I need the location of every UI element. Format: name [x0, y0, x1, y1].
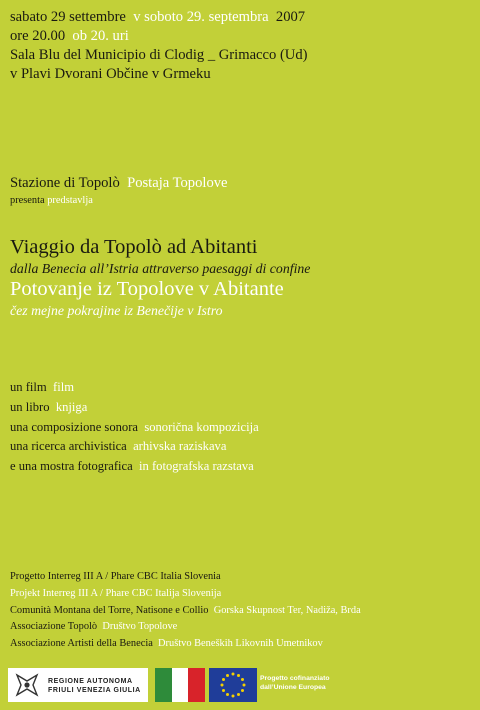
credit-sl: Gorska Skupnost Ter, Nadiža, Brda [213, 604, 361, 616]
list-item [10, 378, 474, 398]
date-line [10, 8, 474, 27]
presents-sl: predstavlja [47, 195, 93, 206]
work-it: un libro [10, 399, 50, 414]
credit-sl: Društvo Topolove [102, 621, 178, 633]
credit-line [10, 569, 474, 586]
credit-it: Comunità Montana del Torre, Natisone e Collio [10, 604, 209, 616]
work-it: una ricerca archivistica [10, 439, 127, 454]
credit-line [10, 619, 474, 636]
year: 2007 [275, 9, 306, 25]
region-name-line1: REGIONE AUTONOMA [48, 678, 133, 685]
eu-stars-icon [209, 668, 257, 702]
region-logo [8, 668, 148, 702]
work-it: e una mostra fotografica [10, 459, 133, 474]
date-sl: v soboto 29. septembra [133, 9, 269, 25]
credit-it: Associazione Artisti della Benecia [10, 638, 153, 650]
credit-line [10, 636, 474, 653]
work-it: una composizione sonora [10, 419, 139, 434]
event-header [10, 8, 474, 84]
list-item [10, 437, 474, 457]
credit-line [10, 586, 474, 603]
credit-line [10, 603, 474, 620]
venue-it: Sala Blu del Municipio di Clodig _ Grimacco (Ud) [10, 47, 308, 63]
eu-flag [209, 668, 257, 702]
work-it: un film [10, 380, 47, 394]
work-sl: knjiga [55, 399, 88, 414]
credits-list [10, 569, 474, 653]
presents-line [10, 195, 474, 207]
date-it: sabato 29 settembre [10, 9, 126, 25]
time-it: ore 20.00 [10, 28, 66, 44]
credit-sl: Projekt Interreg III A / Phare CBC Italija Slovenija [10, 587, 222, 599]
station-name-sl: Postaja Topolove [127, 175, 228, 191]
credit-it: Progetto Interreg III A / Phare CBC Italia Slovenia [10, 571, 221, 582]
work-sl: film [53, 380, 75, 394]
presenter [10, 174, 474, 207]
region-name-line2: FRIULI VENEZIA GIULIA [48, 687, 141, 694]
station-name-line [10, 174, 474, 192]
title-block [10, 235, 474, 319]
subtitle-sl: čez mejne pokrajine iz Benečije v Istro [10, 303, 223, 318]
italy-flag [155, 668, 205, 702]
eu-cofinance-note [260, 674, 329, 692]
list-item [10, 398, 474, 418]
title-it: Viaggio da Topolò ad Abitanti [10, 236, 258, 258]
venue-sl: v Plavi Dvorani Občine v Grmeku [10, 66, 211, 82]
cofinance-line2: dall’Unione Europea [260, 684, 326, 691]
presents-it: presenta [10, 195, 45, 206]
list-item [10, 457, 474, 477]
credit-sl: Društvo Beneških Likovnih Umetnikov [158, 638, 323, 650]
time-line [10, 27, 474, 46]
station-name-it: Stazione di Topolò [10, 175, 120, 191]
region-eagle-icon [13, 671, 41, 699]
cofinance-line1: Progetto cofinanziato [260, 675, 330, 682]
title-sl: Potovanje iz Topolove v Abitante [10, 278, 284, 300]
work-sl: in fotografska razstava [139, 459, 254, 474]
list-item [10, 418, 474, 438]
credit-it: Associazione Topolò [10, 621, 98, 633]
work-sl: sonorična kompozicija [144, 419, 259, 434]
work-sl: arhivska raziskava [133, 439, 227, 454]
subtitle-it: dalla Benecia all’Istria attraverso paesaggi di confine [10, 261, 311, 276]
logo-strip [8, 668, 476, 702]
time-sl: ob 20. uri [72, 28, 129, 44]
works-list [10, 378, 474, 477]
